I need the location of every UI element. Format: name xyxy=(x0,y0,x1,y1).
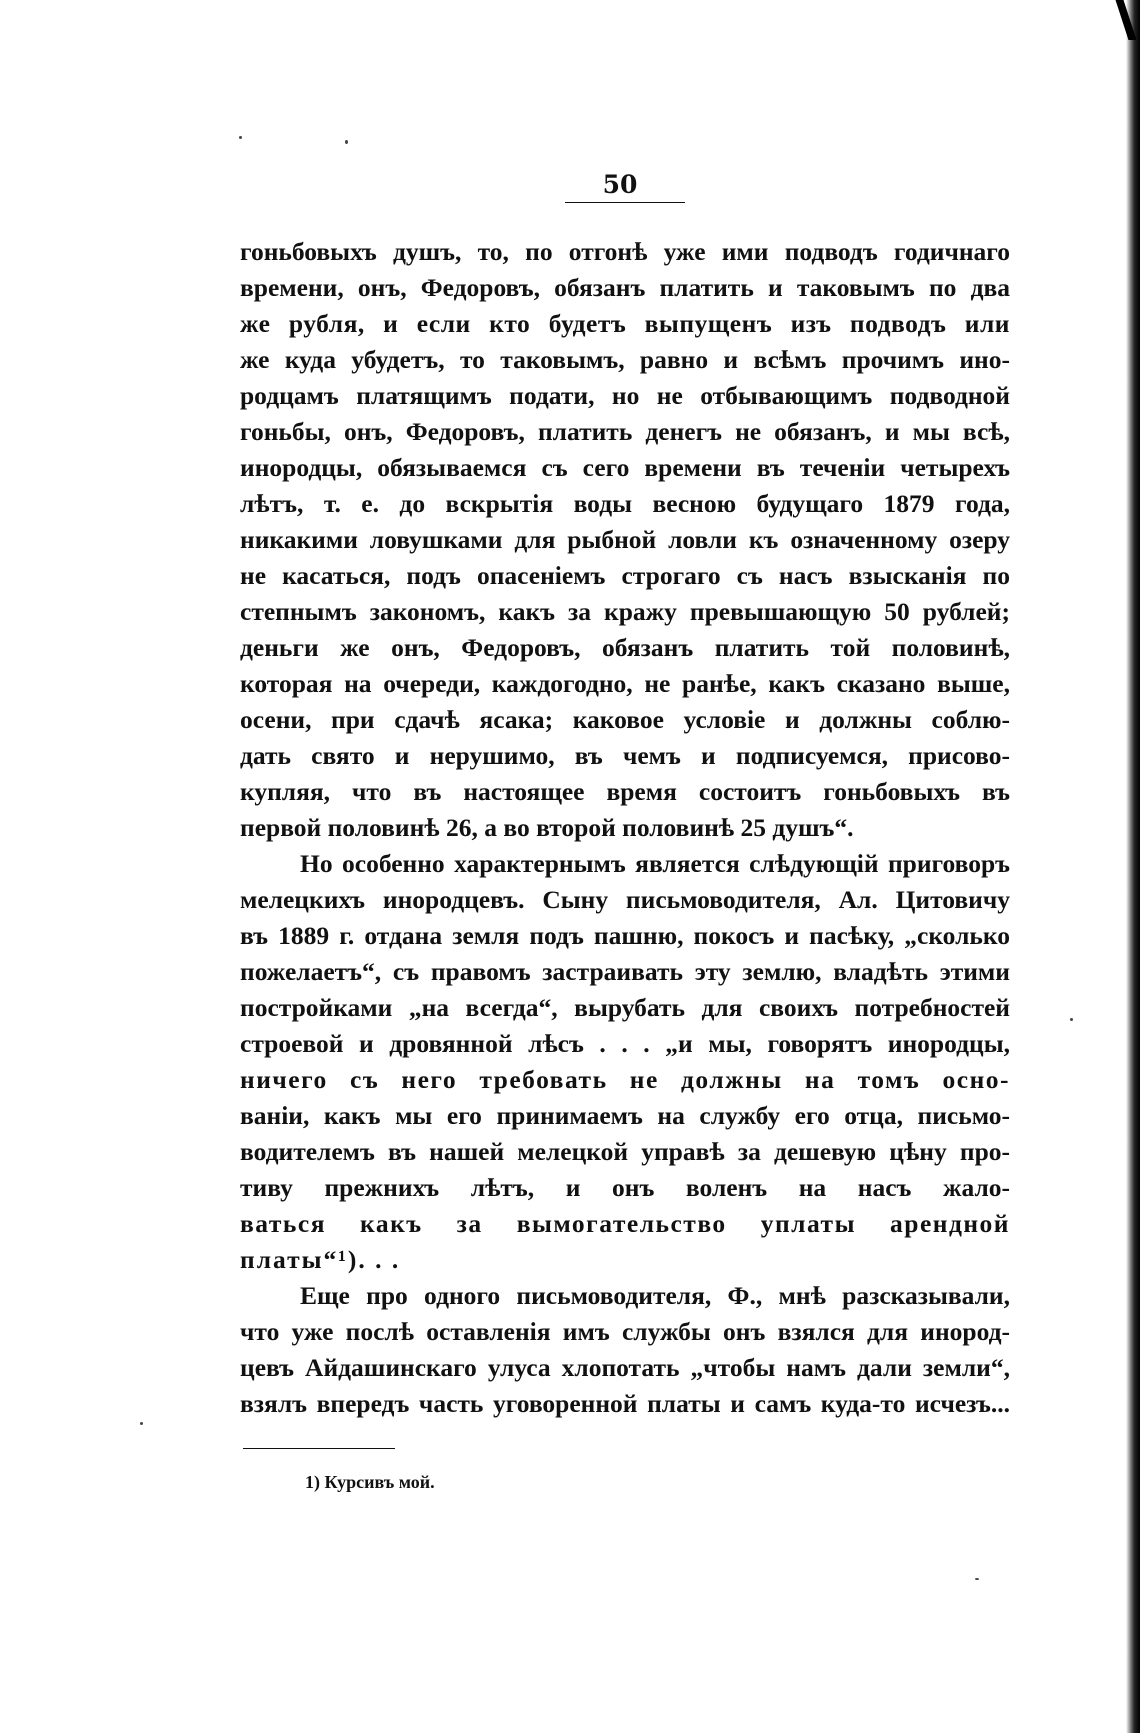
text-line: никакими ловушками для рыбной ловли къ означенному озеру xyxy=(240,525,1010,554)
scan-speck xyxy=(345,140,348,144)
scan-speck xyxy=(239,136,242,139)
text-line: времени, онъ, Федоровъ, обязанъ платить и таковымъ по два xyxy=(240,273,1010,302)
text-line: же рубля, и если кто будетъ выпущенъ изъ подводъ или xyxy=(240,309,1010,338)
text-line: степнымъ закономъ, какъ за кражу превышающую 50 рублей; xyxy=(240,597,1010,626)
text-line: водителемъ въ нашей мелецкой управѣ за дешевую цѣну про- xyxy=(240,1137,1010,1166)
text-line: платы“¹). . . xyxy=(240,1245,401,1274)
text-line: не касаться, подъ опасеніемъ строгаго съ насъ взысканія по xyxy=(240,561,1010,590)
text-line: ваніи, какъ мы его принимаемъ на службу его отца, письмо- xyxy=(240,1101,1010,1130)
page-number: 50 xyxy=(602,170,638,199)
text-line: цевъ Айдашинскаго улуса хлопотать „чтобы намъ дали земли“, xyxy=(240,1353,1010,1382)
scan-speck xyxy=(1070,1018,1073,1021)
text-line: ваться какъ за вымогательство уплаты арендной xyxy=(240,1209,1010,1238)
text-line: инородцы, обязываемся съ сего времени въ теченіи четырехъ xyxy=(240,453,1010,482)
scan-edge-shadow xyxy=(1126,0,1140,1733)
footnote: 1) Курсивъ мой. xyxy=(305,1472,435,1492)
text-line: Еще про одного письмоводителя, Ф., мнѣ разсказывали, xyxy=(300,1281,1010,1310)
text-line: дать свято и нерушимо, въ чемъ и подписуемся, присово- xyxy=(240,741,1010,770)
text-line: строевой и дровянной лѣсъ . . . „и мы, говорятъ инородцы, xyxy=(240,1029,1010,1058)
footnote-rule xyxy=(243,1448,395,1449)
text-line: осени, при сдачѣ ясака; каковое условіе и должны соблю- xyxy=(240,705,1010,734)
text-line: гоньбовыхъ душъ, то, по отгонѣ уже ими подводъ годичнаго xyxy=(240,237,1010,266)
text-line: тиву прежнихъ лѣтъ, и онъ воленъ на насъ жало- xyxy=(240,1173,1010,1202)
text-line: взялъ впередъ часть уговоренной платы и самъ куда-то исчезъ... xyxy=(240,1389,1010,1418)
text-line: мелецкихъ инородцевъ. Сыну письмоводителя, Ал. Цитовичу xyxy=(240,885,1010,914)
text-line: лѣтъ, т. е. до вскрытія воды весною будущаго 1879 года, xyxy=(240,489,1010,518)
body-text xyxy=(240,234,1010,1422)
text-line: же куда убудетъ, то таковымъ, равно и всѣмъ прочимъ ино- xyxy=(240,345,1010,374)
page-number-rule xyxy=(565,202,685,203)
text-line: пожелаетъ“, съ правомъ застраивать эту землю, владѣть этими xyxy=(240,957,1010,986)
text-line: Но особенно характернымъ является слѣдующій приговоръ xyxy=(300,849,1010,878)
text-line: что уже послѣ оставленія имъ службы онъ взялся для инород- xyxy=(240,1317,1010,1346)
text-line: купляя, что въ настоящее время состоитъ гоньбовыхъ въ xyxy=(240,777,1010,806)
text-line: родцамъ платящимъ подати, но не отбывающимъ подводной xyxy=(240,381,1010,410)
text-line: гоньбы, онъ, Федоровъ, платить денегъ не обязанъ, и мы всѣ, xyxy=(240,417,1010,446)
text-line: деньги же онъ, Федоровъ, обязанъ платить той половинѣ, xyxy=(240,633,1010,662)
text-line: ничего съ него требовать не должны на томъ осно- xyxy=(240,1065,1010,1094)
scan-speck xyxy=(975,1578,979,1580)
text-line: которая на очереди, каждогодно, не ранѣе, какъ сказано выше, xyxy=(240,669,1010,698)
text-line: въ 1889 г. отдана земля подъ пашню, покосъ и пасѣку, „сколько xyxy=(240,921,1010,950)
text-line: постройками „на всегда“, вырубать для своихъ потребностей xyxy=(240,993,1010,1022)
text-line: первой половинѣ 26, а во второй половинѣ 25 душъ“. xyxy=(240,813,854,842)
scan-speck xyxy=(140,1422,143,1425)
